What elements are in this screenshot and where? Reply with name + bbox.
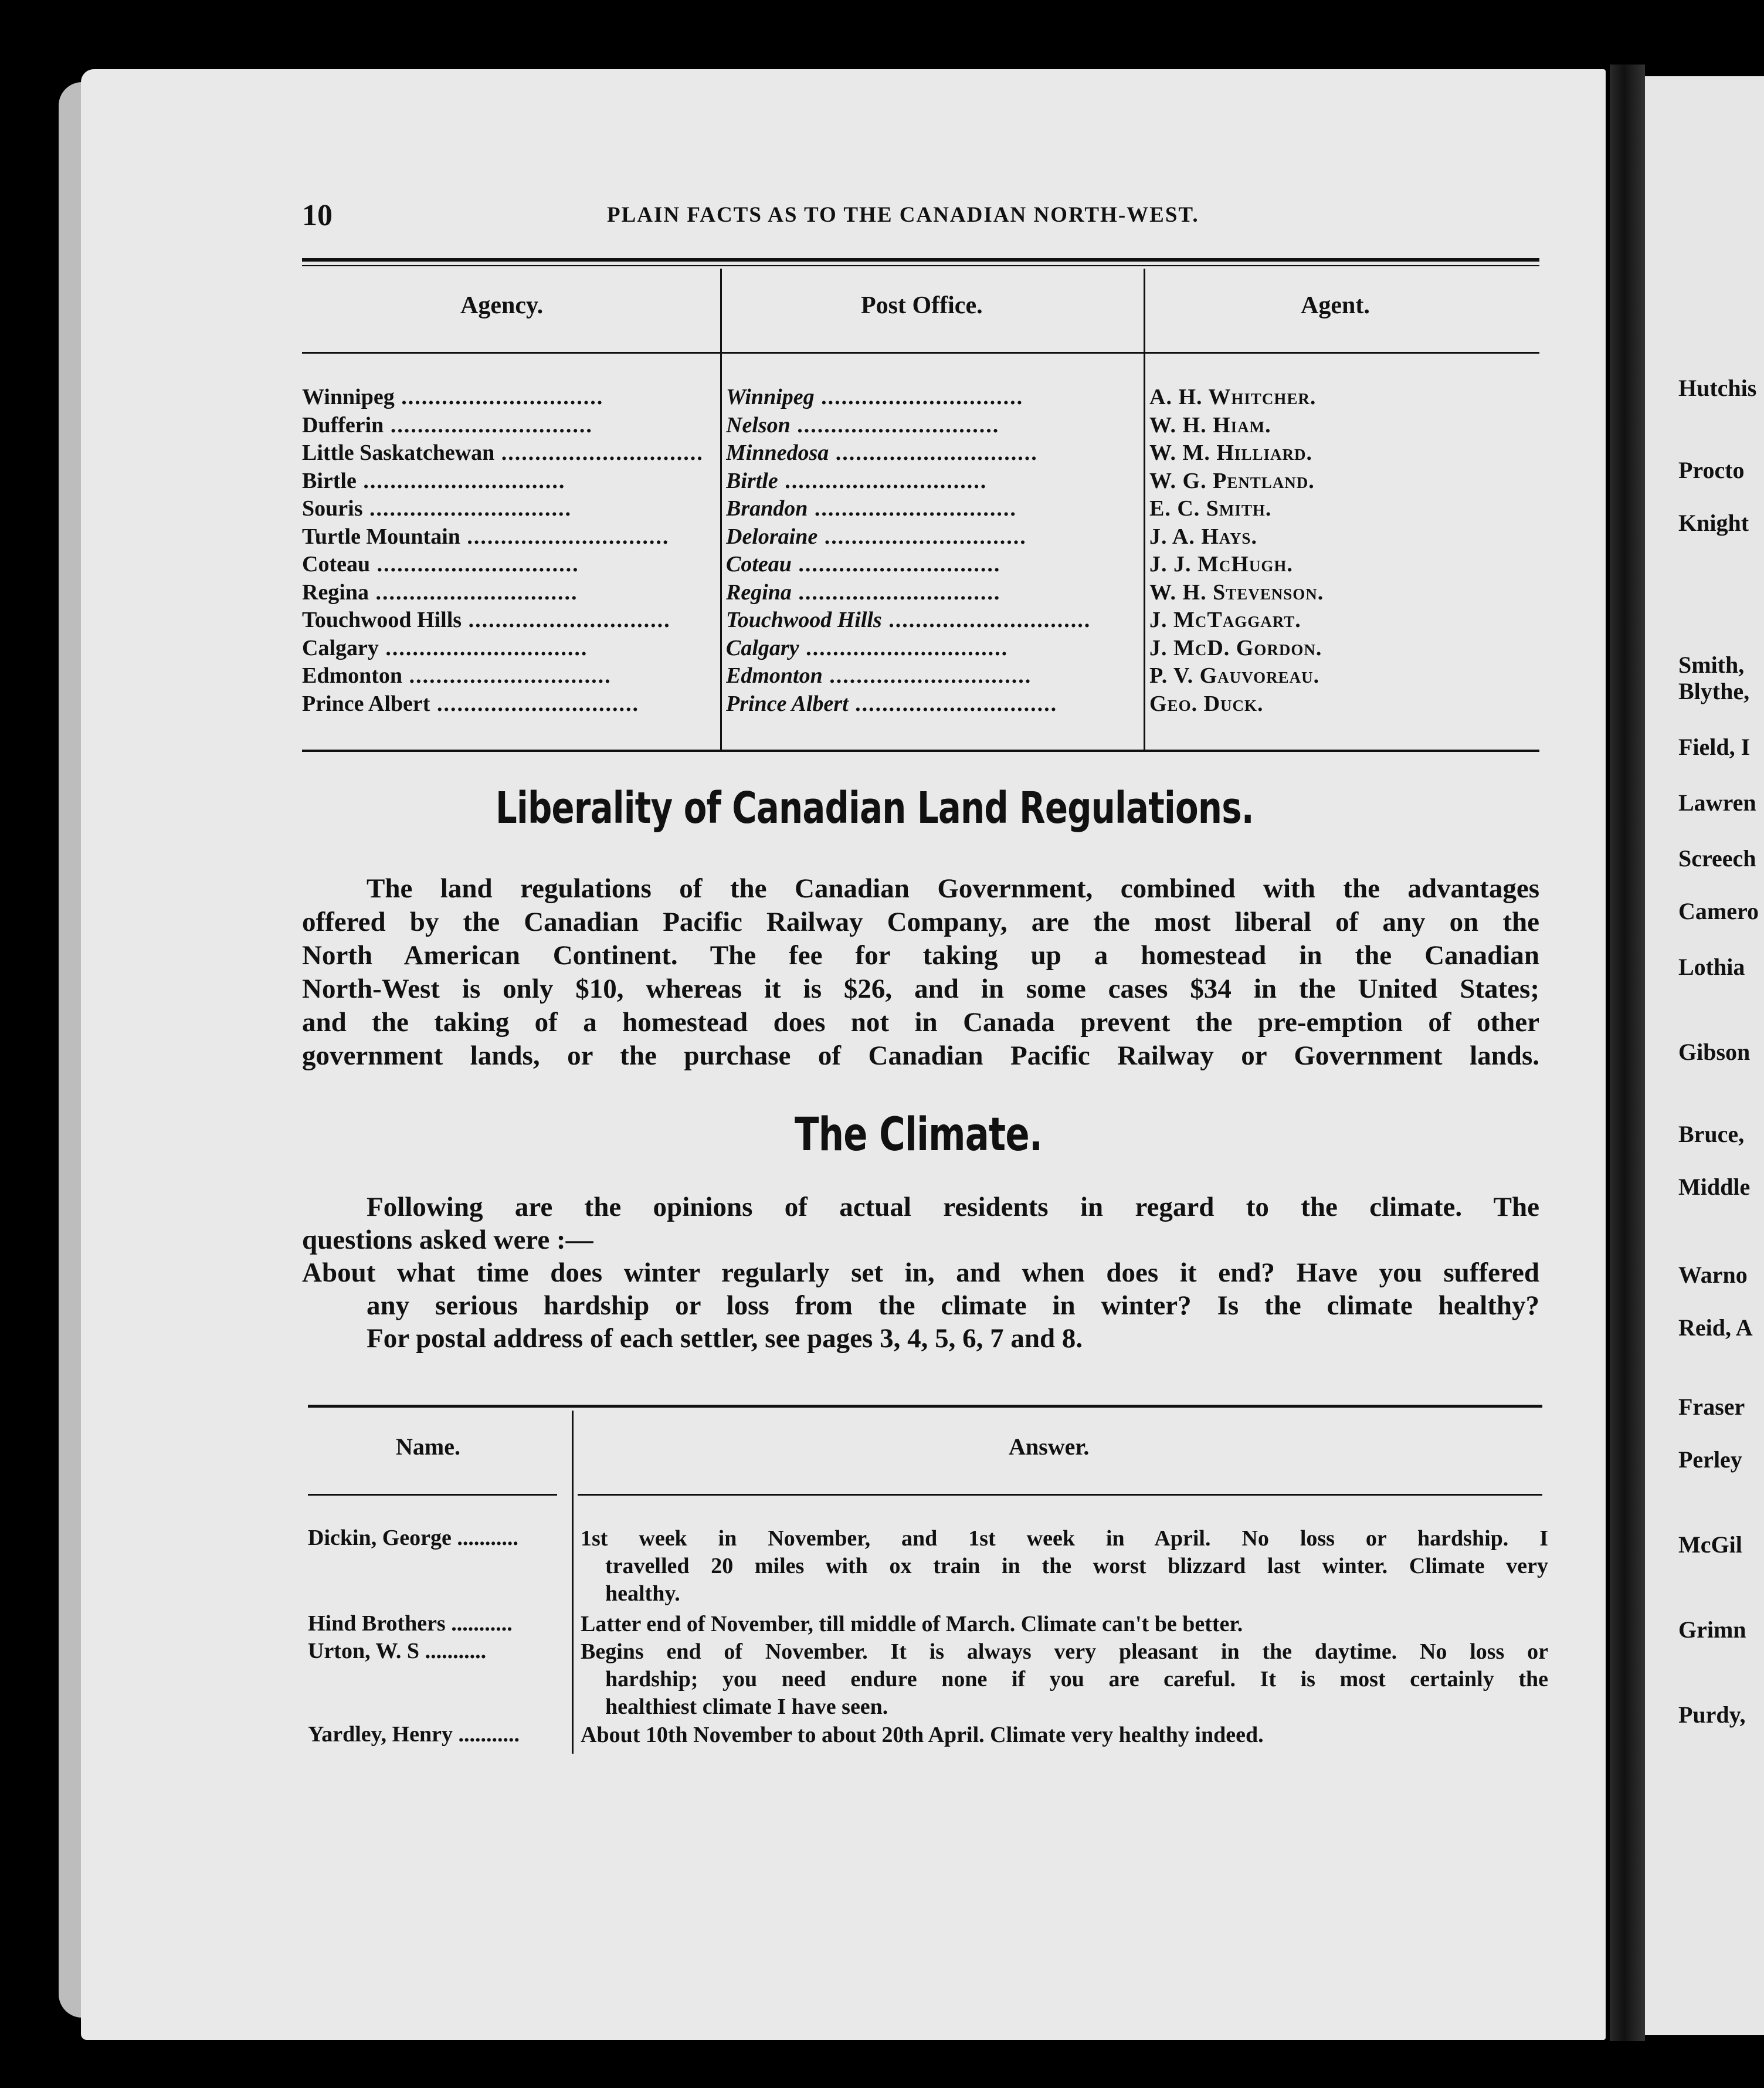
paragraph-line: any serious hardship or loss from the climate in winter? Is the climate healthy?	[367, 1290, 1539, 1321]
post-office-name: Edmonton	[726, 663, 823, 688]
leader-dots: ..............................	[822, 663, 1032, 688]
agent-name: Geo. Duck.	[1149, 691, 1264, 716]
agent-name: W. H. Hiam.	[1149, 412, 1271, 438]
post-office-cell	[726, 383, 1137, 411]
agent-name: J. McD. Gordon.	[1149, 635, 1322, 660]
settler-name: Dickin, George	[308, 1526, 452, 1550]
answer-line: healthy.	[605, 1581, 680, 1606]
post-office-name: Prince Albert	[726, 691, 849, 716]
facing-page-name: Knight	[1678, 510, 1749, 536]
leader-dots: ..............................	[778, 468, 988, 493]
answer-line: travelled 20 miles with ox train in the worst blizzard last winter. Climate very	[605, 1554, 1548, 1578]
agency-cell	[302, 411, 713, 439]
leader-dots: ..............................	[462, 608, 671, 632]
paragraph-line: The land regulations of the Canadian Government, combined with the advantages	[367, 873, 1539, 904]
section-heading-land-regulations: Liberality of Canadian Land Regulations.	[496, 783, 1254, 833]
post-office-cell	[726, 467, 1137, 495]
agency-name: Prince Albert	[302, 691, 430, 716]
column-header-agent: Agent.	[1301, 292, 1370, 319]
post-office-name: Regina	[726, 579, 792, 605]
agent-name: J. J. McHugh.	[1149, 552, 1293, 577]
agent-name: W. H. Stevenson.	[1149, 579, 1324, 605]
agent-name: A. H. Whitcher.	[1149, 385, 1317, 409]
leader-dots: ..............................	[370, 552, 579, 577]
column-header-name: Name.	[396, 1433, 460, 1460]
facing-page-name: Perley	[1678, 1446, 1742, 1473]
agency-cell	[302, 523, 713, 551]
answer-line: Begins end of November. It is always very pleasant in the daytime. No loss or	[581, 1639, 1548, 1664]
agency-name: Regina	[302, 579, 369, 605]
agency-name: Souris	[302, 496, 363, 521]
post-office-name: Birtle	[726, 468, 778, 493]
agent-name: J. A. Hays.	[1149, 524, 1257, 549]
leader-dots: ..............................	[848, 691, 1058, 716]
settler-name-cell	[308, 1721, 566, 1747]
leader-dots: ..............................	[808, 496, 1017, 521]
agency-name: Little Saskatchewan	[302, 440, 495, 465]
land-regulations-paragraph	[302, 872, 1539, 1073]
leader-dots: ..............................	[369, 579, 578, 605]
facing-page-name: Grimn	[1678, 1616, 1746, 1643]
facing-page-name: Purdy,	[1678, 1701, 1746, 1728]
leader-dots: ...........	[451, 1526, 518, 1550]
leader-dots: ..............................	[402, 663, 612, 688]
leader-dots: ..............................	[460, 524, 670, 549]
table-col-divider-1	[720, 269, 722, 750]
post-office-name: Calgary	[726, 635, 799, 660]
facing-page-name: Fraser	[1678, 1394, 1745, 1420]
column-header-agency: Agency.	[460, 292, 544, 319]
post-office-cell	[726, 494, 1137, 523]
facing-page-name: Warno	[1678, 1262, 1748, 1288]
settler-table-divider	[572, 1411, 574, 1754]
post-office-cell	[726, 411, 1137, 439]
leader-dots: ..............................	[356, 468, 566, 493]
agency-cell	[302, 578, 713, 606]
answer-line: hardship; you need endure none if you are careful. It is most certainly the	[605, 1667, 1548, 1692]
agency-cell	[302, 690, 713, 718]
paragraph-line: For postal address of each settler, see pages 3, 4, 5, 6, 7 and 8.	[367, 1323, 1083, 1354]
paragraph-line: and the taking of a homestead does not in Canada prevent the pre-emption of other	[302, 1007, 1539, 1038]
agency-cell	[302, 606, 713, 634]
facing-page-name: Lawren	[1678, 789, 1756, 816]
agency-cell	[302, 439, 713, 467]
post-office-cell	[726, 606, 1137, 634]
agent-name: E. C. Smith.	[1149, 496, 1272, 521]
agency-name: Calgary	[302, 635, 379, 660]
table-top-rule-thin	[302, 265, 1539, 266]
paragraph-line: About what time does winter regularly set in, and when does it end? Have you suffered	[302, 1257, 1539, 1288]
agency-name: Edmonton	[302, 663, 403, 688]
post-office-name: Minnedosa	[726, 440, 829, 465]
agency-cell	[302, 383, 713, 411]
agency-cell	[302, 467, 713, 495]
leader-dots: ..............................	[817, 524, 1027, 549]
settler-name-cell	[308, 1638, 566, 1664]
leader-dots: ..............................	[378, 635, 588, 660]
column-header-answer: Answer.	[1009, 1433, 1090, 1460]
agency-name: Birtle	[302, 468, 357, 493]
facing-page-name: Middle	[1678, 1174, 1751, 1200]
post-office-cell	[726, 523, 1137, 551]
settler-table-name-rule	[308, 1494, 557, 1496]
facing-page-name: Gibson	[1678, 1039, 1751, 1065]
answer-line: healthiest climate I have seen.	[605, 1694, 888, 1719]
facing-page-name: Reid, A	[1678, 1314, 1753, 1341]
agent-name: W. G. Pentland.	[1149, 468, 1315, 493]
paragraph-line: government lands, or the purchase of Canadian Pacific Railway or Government lands.	[302, 1040, 1539, 1071]
leader-dots: ..............................	[430, 691, 639, 716]
agency-cell	[302, 662, 713, 690]
page-number: 10	[302, 199, 333, 232]
post-office-cell	[726, 578, 1137, 606]
answer-line: Latter end of November, till middle of March. Climate can't be better.	[581, 1612, 1243, 1636]
post-office-name: Deloraine	[726, 524, 818, 549]
agency-name: Coteau	[302, 552, 371, 577]
agency-cell	[302, 550, 713, 578]
agency-name: Turtle Mountain	[302, 524, 460, 549]
facing-page-name: Bruce,	[1678, 1121, 1745, 1147]
paragraph-line: North-West is only $10, whereas it is $26, and in some cases $34 in the United States;	[302, 974, 1539, 1004]
leader-dots: ..............................	[362, 496, 572, 521]
answer-line: 1st week in November, and 1st week in April. No loss or hardship. I	[581, 1526, 1548, 1551]
leader-dots: ..............................	[790, 412, 1000, 438]
agent-name: P. V. Gauvoreau.	[1149, 663, 1320, 688]
answer-line: About 10th November to about 20th April. Climate very healthy indeed.	[581, 1723, 1264, 1747]
leader-dots: ..............................	[881, 608, 1091, 632]
table-col-divider-2	[1144, 269, 1145, 750]
agency-cell	[302, 634, 713, 662]
paragraph-line: North American Continent. The fee for taking up a homestead in the Canadian	[302, 940, 1539, 971]
settler-name-cell	[308, 1525, 566, 1551]
settler-table-answer-rule	[578, 1494, 1542, 1496]
post-office-cell	[726, 550, 1137, 578]
column-header-post-office: Post Office.	[861, 292, 983, 319]
facing-page-name: Lothia	[1678, 954, 1745, 980]
facing-page-name: Hutchis	[1678, 375, 1757, 401]
running-head: PLAIN FACTS AS TO THE CANADIAN NORTH-WEST.	[607, 203, 1199, 227]
settler-name: Urton, W. S	[308, 1639, 420, 1663]
facing-page-name: Smith,	[1678, 652, 1745, 678]
leader-dots: ..............................	[814, 385, 1024, 409]
book-gutter	[1610, 65, 1645, 2041]
post-office-cell	[726, 439, 1137, 467]
post-office-name: Coteau	[726, 552, 792, 577]
agency-cell	[302, 494, 713, 523]
leader-dots: ...........	[419, 1639, 487, 1663]
climate-paragraph	[302, 1191, 1539, 1355]
facing-page-name: Blythe,	[1678, 678, 1750, 704]
facing-page-name: Field, I	[1678, 734, 1751, 760]
leader-dots: ..............................	[394, 385, 604, 409]
paragraph-line: Following are the opinions of actual residents in regard to the climate. The	[367, 1192, 1539, 1222]
post-office-name: Brandon	[726, 496, 808, 521]
agency-name: Winnipeg	[302, 385, 395, 409]
leader-dots: ..............................	[494, 440, 704, 465]
table-bottom-rule	[302, 750, 1539, 752]
leader-dots: ..............................	[791, 552, 1001, 577]
facing-page-name: Camero	[1678, 898, 1759, 924]
post-office-name: Winnipeg	[726, 385, 815, 409]
leader-dots: ..............................	[829, 440, 1038, 465]
post-office-cell	[726, 634, 1137, 662]
settler-name: Yardley, Henry	[308, 1722, 453, 1747]
settler-table-top-rule	[308, 1405, 1542, 1408]
leader-dots: ..............................	[384, 412, 593, 438]
facing-page-name: Screech	[1678, 845, 1756, 872]
post-office-name: Nelson	[726, 412, 791, 438]
leader-dots: ...........	[445, 1611, 513, 1636]
settler-name-cell	[308, 1611, 566, 1636]
section-heading-climate: The Climate.	[795, 1109, 1043, 1161]
settler-name: Hind Brothers	[308, 1611, 446, 1636]
leader-dots: ...........	[452, 1722, 520, 1747]
post-office-cell	[726, 662, 1137, 690]
table-header-rule	[302, 352, 1539, 354]
table-top-rule	[302, 258, 1539, 262]
post-office-cell	[726, 690, 1137, 718]
facing-page-name: McGil	[1678, 1531, 1742, 1558]
agent-name: J. McTaggart.	[1149, 608, 1301, 632]
leader-dots: ..............................	[791, 579, 1001, 605]
post-office-name: Touchwood Hills	[726, 608, 882, 632]
facing-page-name: Procto	[1678, 457, 1745, 483]
agent-name: W. M. Hilliard.	[1149, 440, 1312, 465]
agency-name: Dufferin	[302, 412, 384, 438]
paragraph-line: questions asked were :—	[302, 1225, 593, 1255]
leader-dots: ..............................	[799, 635, 1009, 660]
agency-name: Touchwood Hills	[302, 608, 462, 632]
paragraph-line: offered by the Canadian Pacific Railway Company, are the most liberal of any on the	[302, 907, 1539, 937]
